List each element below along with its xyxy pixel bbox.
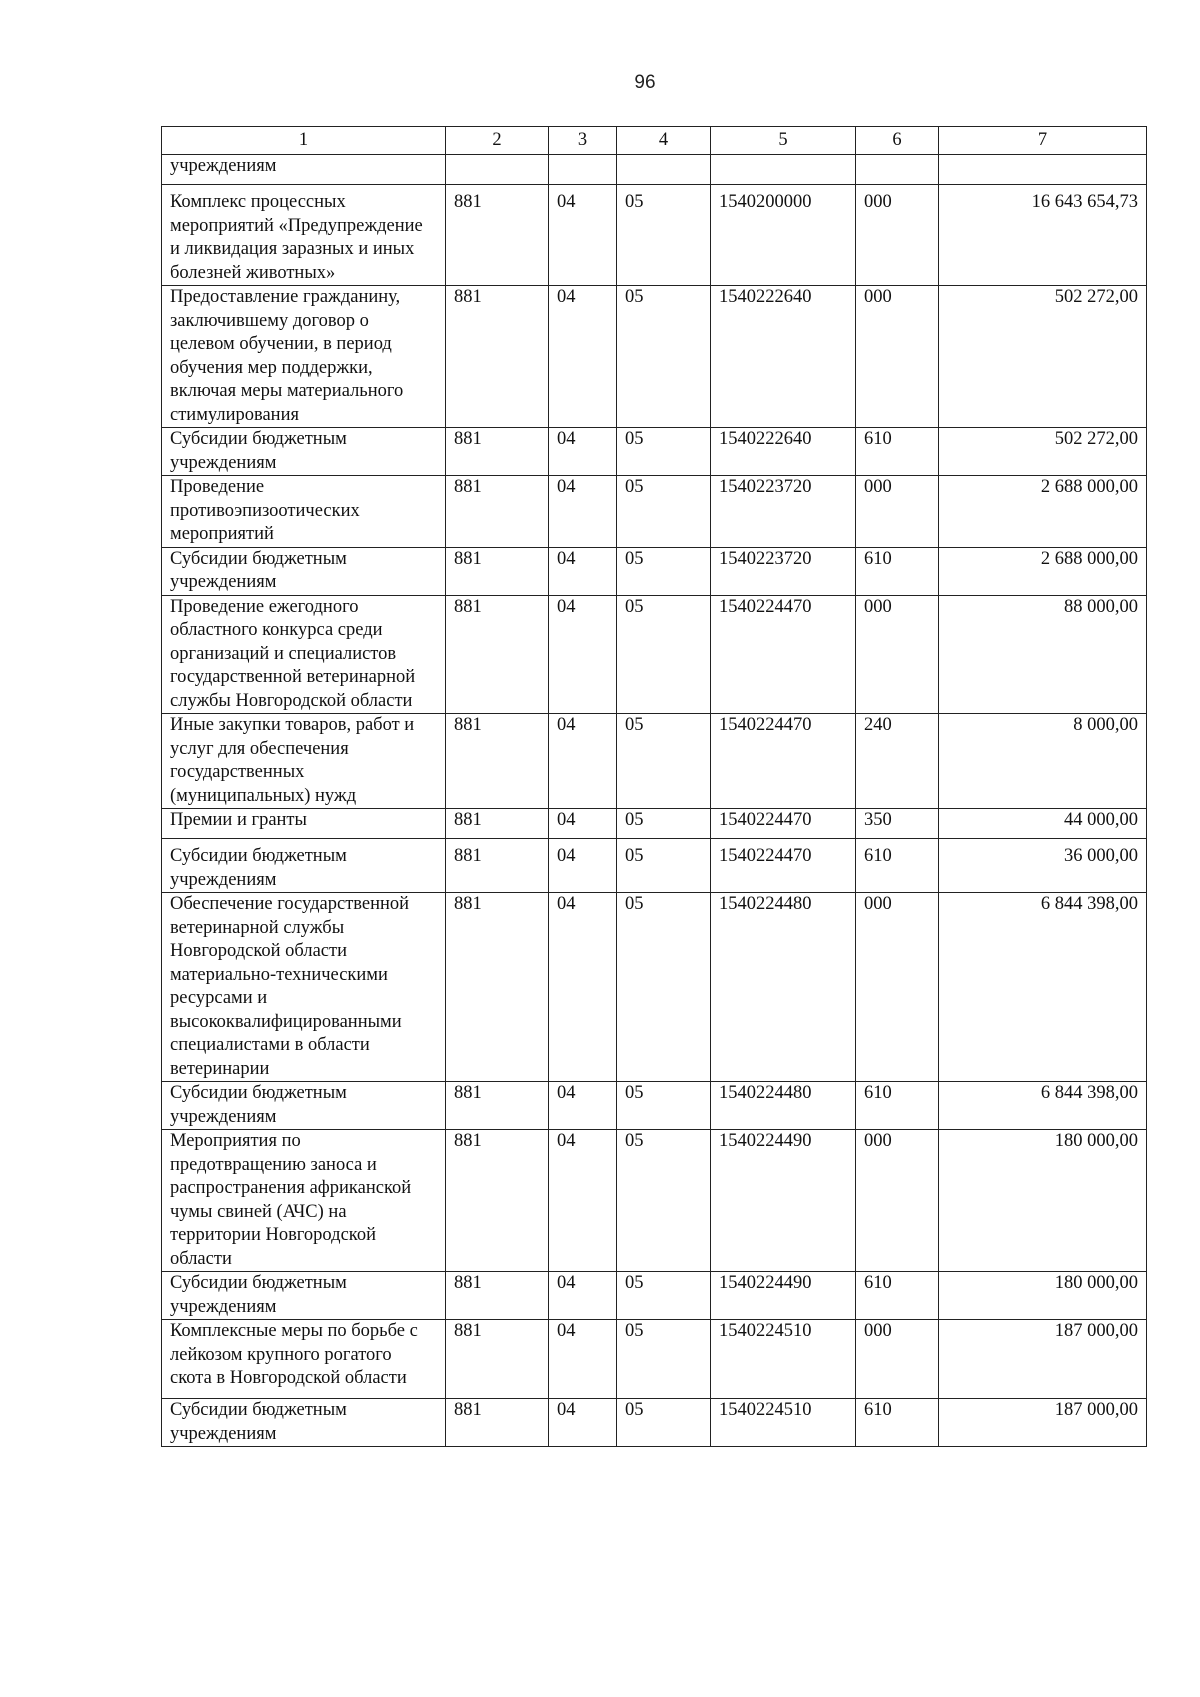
budget-table	[161, 126, 1147, 1447]
row-name: Субсидии бюджетным учреждениям	[162, 1082, 446, 1130]
row-code-ministry: 881	[446, 893, 549, 1082]
table-row	[162, 155, 1147, 185]
row-amount: 2 688 000,00	[939, 476, 1147, 548]
row-code-subsection: 05	[617, 1320, 711, 1399]
table-row	[162, 1130, 1147, 1272]
table-row	[162, 1320, 1147, 1399]
row-code-subsection: 05	[617, 839, 711, 893]
row-code-subsection: 05	[617, 809, 711, 839]
row-code-ministry: 881	[446, 547, 549, 595]
row-name: учреждениям	[162, 155, 446, 185]
row-code-expense-type: 000	[856, 476, 939, 548]
row-code-expense-type: 000	[856, 595, 939, 714]
table-row	[162, 714, 1147, 809]
row-code-target: 1540224470	[711, 809, 856, 839]
row-code-section: 04	[549, 1272, 617, 1320]
table-row	[162, 1399, 1147, 1447]
row-name: Комплексные меры по борьбе с лейкозом крупного рогатого скота в Новгородской области	[162, 1320, 446, 1399]
row-name: Проведение противоэпизоотических мероприятий	[162, 476, 446, 548]
table-row	[162, 595, 1147, 714]
row-code-ministry: 881	[446, 1272, 549, 1320]
row-amount: 8 000,00	[939, 714, 1147, 809]
row-code-section: 04	[549, 476, 617, 548]
row-code-target: 1540223720	[711, 476, 856, 548]
column-header: 2	[446, 127, 549, 155]
row-code-ministry: 881	[446, 839, 549, 893]
row-name: Комплекс процессных мероприятий «Предупреждение и ликвидация заразных и иных болезней животных»	[162, 185, 446, 286]
row-code-ministry: 881	[446, 1320, 549, 1399]
row-code-ministry: 881	[446, 286, 549, 428]
table-row	[162, 286, 1147, 428]
row-name: Субсидии бюджетным учреждениям	[162, 1399, 446, 1447]
row-code-target: 1540222640	[711, 286, 856, 428]
row-code-target: 1540224490	[711, 1130, 856, 1272]
table-row	[162, 476, 1147, 548]
row-code-section: 04	[549, 428, 617, 476]
column-header: 6	[856, 127, 939, 155]
table-row	[162, 893, 1147, 1082]
row-code-expense-type: 000	[856, 1320, 939, 1399]
row-code-section: 04	[549, 185, 617, 286]
row-name: Предоставление гражданину, заключившему договор о целевом обучении, в период обучения мер поддержки, включая меры материального стимулирования	[162, 286, 446, 428]
row-amount: 180 000,00	[939, 1272, 1147, 1320]
row-name: Проведение ежегодного областного конкурса среди организаций и специалистов государственной ветеринарной службы Новгородской области	[162, 595, 446, 714]
row-amount: 180 000,00	[939, 1130, 1147, 1272]
row-code-target	[711, 155, 856, 185]
row-code-subsection: 05	[617, 428, 711, 476]
row-code-section: 04	[549, 1130, 617, 1272]
row-code-target: 1540224510	[711, 1320, 856, 1399]
table-row	[162, 809, 1147, 839]
row-code-ministry: 881	[446, 595, 549, 714]
row-code-section: 04	[549, 1082, 617, 1130]
table-row	[162, 185, 1147, 286]
row-amount: 16 643 654,73	[939, 185, 1147, 286]
row-code-ministry: 881	[446, 809, 549, 839]
row-name: Субсидии бюджетным учреждениям	[162, 1272, 446, 1320]
row-code-ministry: 881	[446, 714, 549, 809]
row-name: Иные закупки товаров, работ и услуг для обеспечения государственных (муниципальных) нужд	[162, 714, 446, 809]
row-amount: 36 000,00	[939, 839, 1147, 893]
row-code-subsection: 05	[617, 1399, 711, 1447]
row-code-expense-type: 350	[856, 809, 939, 839]
row-code-expense-type: 000	[856, 893, 939, 1082]
row-code-ministry: 881	[446, 1399, 549, 1447]
row-code-subsection: 05	[617, 476, 711, 548]
row-name: Обеспечение государственной ветеринарной службы Новгородской области материально-техническими ресурсами и высококвалифицированными специалистами в области ветеринарии	[162, 893, 446, 1082]
table-row	[162, 547, 1147, 595]
row-code-section: 04	[549, 714, 617, 809]
row-code-target: 1540224510	[711, 1399, 856, 1447]
table-header-row	[162, 127, 1147, 155]
row-code-section: 04	[549, 893, 617, 1082]
column-header: 3	[549, 127, 617, 155]
row-code-target: 1540224490	[711, 1272, 856, 1320]
row-code-target: 1540224470	[711, 839, 856, 893]
table-row	[162, 1082, 1147, 1130]
row-code-expense-type: 610	[856, 839, 939, 893]
row-code-expense-type	[856, 155, 939, 185]
row-amount: 6 844 398,00	[939, 893, 1147, 1082]
row-code-subsection: 05	[617, 286, 711, 428]
row-code-target: 1540223720	[711, 547, 856, 595]
row-code-target: 1540200000	[711, 185, 856, 286]
column-header: 7	[939, 127, 1147, 155]
row-code-expense-type: 610	[856, 547, 939, 595]
row-code-subsection: 05	[617, 1272, 711, 1320]
row-code-subsection: 05	[617, 714, 711, 809]
row-code-target: 1540224470	[711, 595, 856, 714]
row-code-target: 1540222640	[711, 428, 856, 476]
row-code-section: 04	[549, 1320, 617, 1399]
row-code-expense-type: 610	[856, 1082, 939, 1130]
row-code-section: 04	[549, 286, 617, 428]
column-header: 5	[711, 127, 856, 155]
row-code-expense-type: 000	[856, 286, 939, 428]
row-code-expense-type: 000	[856, 185, 939, 286]
row-code-ministry: 881	[446, 1130, 549, 1272]
row-name: Мероприятия по предотвращению заноса и распространения африканской чумы свиней (АЧС) на территории Новгородской области	[162, 1130, 446, 1272]
row-code-expense-type: 610	[856, 1399, 939, 1447]
row-code-subsection: 05	[617, 1082, 711, 1130]
row-name: Субсидии бюджетным учреждениям	[162, 547, 446, 595]
row-name: Субсидии бюджетным учреждениям	[162, 428, 446, 476]
row-amount: 502 272,00	[939, 286, 1147, 428]
table-row	[162, 1272, 1147, 1320]
row-code-target: 1540224480	[711, 1082, 856, 1130]
row-name: Премии и гранты	[162, 809, 446, 839]
row-amount: 502 272,00	[939, 428, 1147, 476]
row-code-subsection	[617, 155, 711, 185]
row-code-section: 04	[549, 547, 617, 595]
column-header: 1	[162, 127, 446, 155]
row-code-expense-type: 610	[856, 1272, 939, 1320]
row-code-section: 04	[549, 1399, 617, 1447]
row-code-target: 1540224480	[711, 893, 856, 1082]
row-amount: 88 000,00	[939, 595, 1147, 714]
row-code-target: 1540224470	[711, 714, 856, 809]
row-amount: 187 000,00	[939, 1320, 1147, 1399]
row-amount: 2 688 000,00	[939, 547, 1147, 595]
row-code-ministry: 881	[446, 428, 549, 476]
row-code-section: 04	[549, 839, 617, 893]
row-amount	[939, 155, 1147, 185]
row-code-expense-type: 240	[856, 714, 939, 809]
table-row	[162, 428, 1147, 476]
row-code-ministry: 881	[446, 185, 549, 286]
row-amount: 187 000,00	[939, 1399, 1147, 1447]
row-code-subsection: 05	[617, 185, 711, 286]
row-code-ministry: 881	[446, 476, 549, 548]
row-code-subsection: 05	[617, 595, 711, 714]
row-amount: 6 844 398,00	[939, 1082, 1147, 1130]
row-amount: 44 000,00	[939, 809, 1147, 839]
row-code-expense-type: 610	[856, 428, 939, 476]
row-code-section: 04	[549, 809, 617, 839]
row-code-section	[549, 155, 617, 185]
column-header: 4	[617, 127, 711, 155]
row-code-section: 04	[549, 595, 617, 714]
table-row	[162, 839, 1147, 893]
row-name: Субсидии бюджетным учреждениям	[162, 839, 446, 893]
row-code-ministry	[446, 155, 549, 185]
row-code-expense-type: 000	[856, 1130, 939, 1272]
row-code-ministry: 881	[446, 1082, 549, 1130]
row-code-subsection: 05	[617, 893, 711, 1082]
row-code-subsection: 05	[617, 547, 711, 595]
row-code-subsection: 05	[617, 1130, 711, 1272]
page-number: 96	[634, 72, 656, 93]
